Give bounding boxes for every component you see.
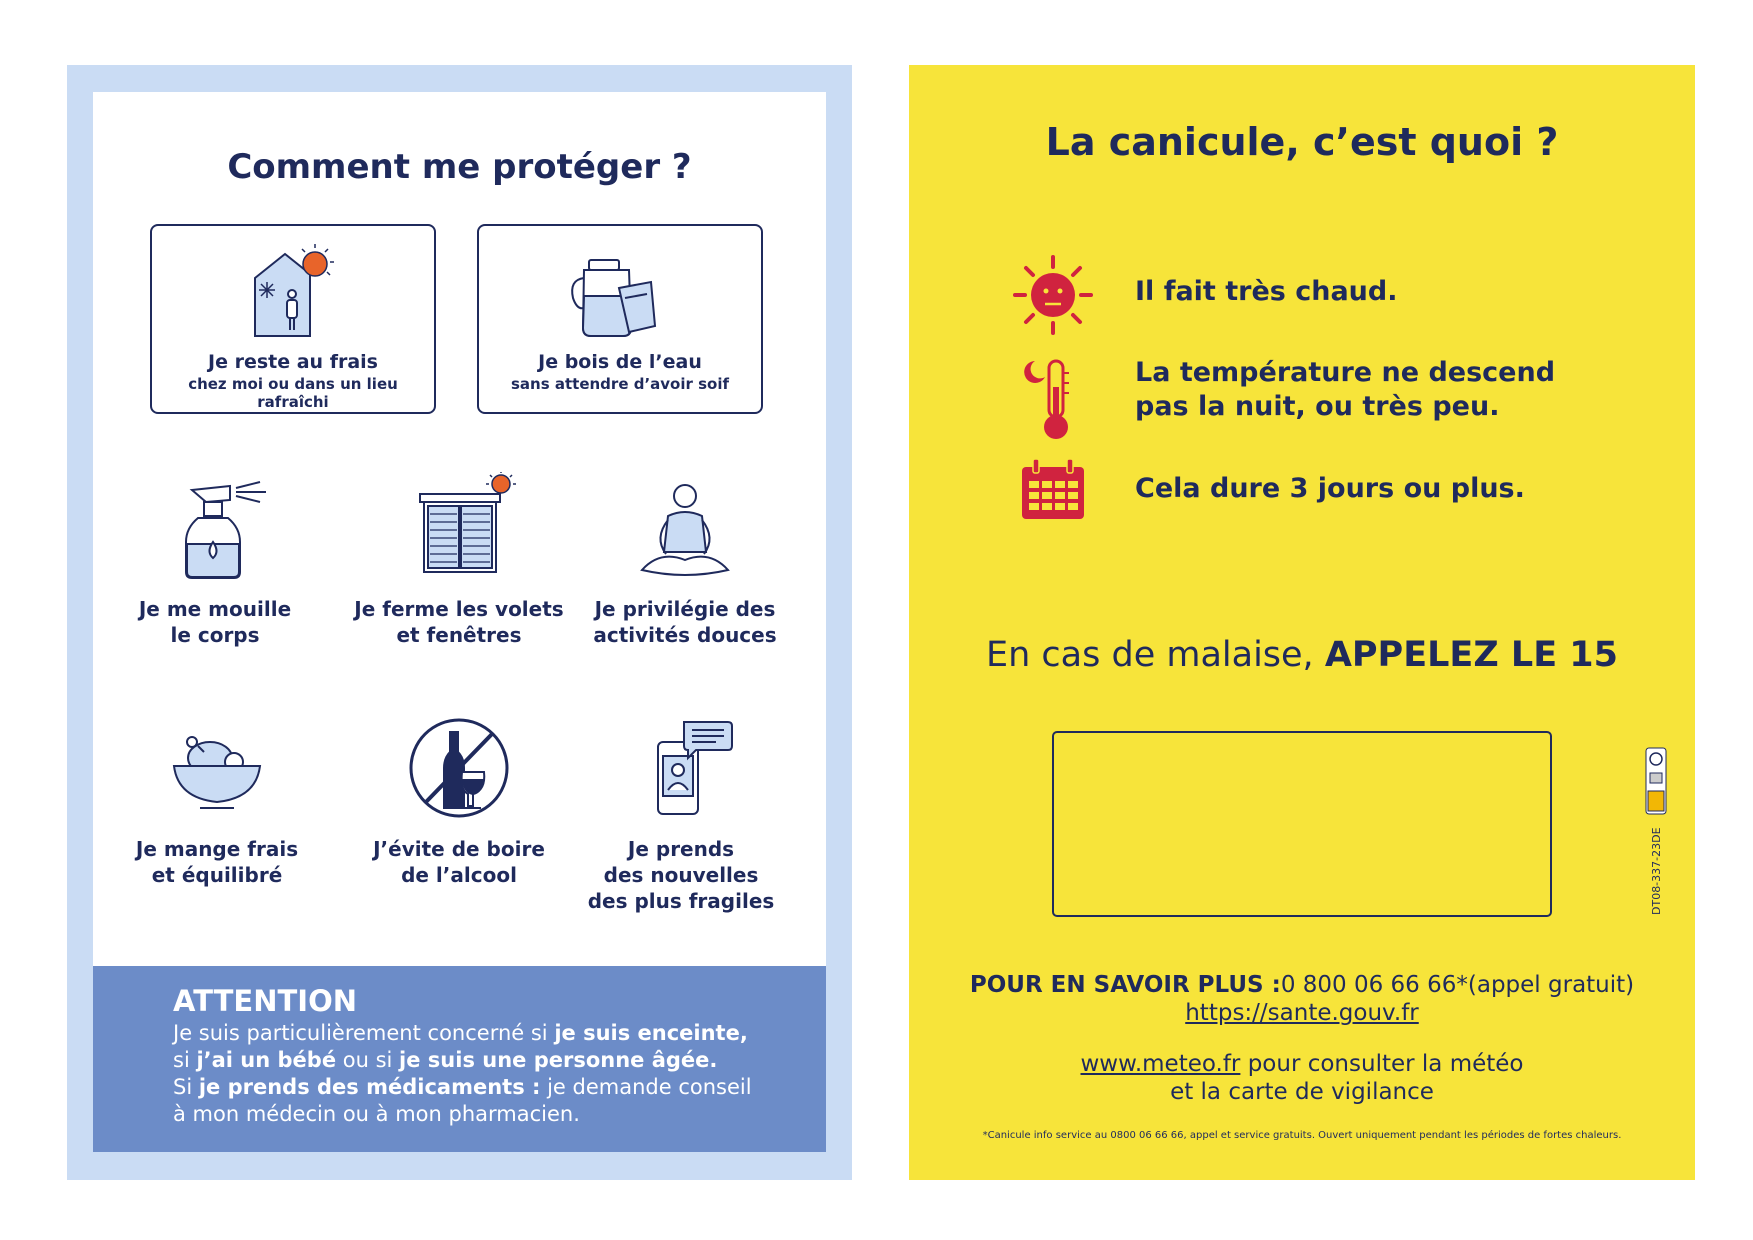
protection-content [93,92,826,1152]
tip-eat-fresh-line2: et équilibré [151,863,283,887]
meteo-line2 [909,1079,1695,1105]
attention-l1b: je suis enceinte, [554,1021,748,1045]
card-stay-cool [150,224,436,414]
sun-face-icon [1011,253,1095,337]
recycling-logos-icon [1645,747,1667,815]
info-phone-line [909,972,1695,998]
info-free: (appel gratuit) [1467,972,1635,998]
emergency-call-text [909,635,1695,675]
attention-l2c: ou si [336,1048,400,1072]
fact-three-days-line1: Cela dure 3 jours ou plus. [1135,473,1525,504]
meteo-line1 [909,1051,1695,1077]
footnote: *Canicule info service au 0800 06 66 66, appel et service gratuits. Ouvert uniquement pendant les périodes de fortes chaleurs. [982,1130,1622,1141]
attention-l2b: j’ai un bébé [196,1048,337,1072]
reference-code: DT08-337-23DE [1650,827,1663,915]
tip-close-shutters-line2: et fenêtres [396,623,522,647]
thermometer-moon-icon [1017,357,1087,447]
card-stay-cool-subtitle: chez moi ou dans un lieu rafraîchi [188,375,398,411]
attention-l2d: je suis une personne âgée. [399,1048,718,1072]
fact-very-hot-line1: Il fait très chaud. [1135,276,1398,307]
attention-l2a: si [173,1048,197,1072]
meteo-link[interactable]: www.meteo.fr [1080,1051,1241,1077]
tip-avoid-alcohol [344,712,574,888]
meditation-icon [570,472,800,584]
tip-check-on-fragile-line3: des plus fragiles [587,889,775,913]
phone-message-icon [566,712,796,824]
info-phone[interactable]: 0 800 06 66 66* [1280,972,1468,998]
house-snow-sun-icon [152,238,438,343]
attention-l3c: je demande conseil [540,1075,752,1099]
spray-bottle-icon [100,472,330,584]
info-label: POUR EN SAVOIR PLUS : [969,972,1281,998]
no-alcohol-icon [344,712,574,824]
tip-eat-fresh-line1: Je mange frais [135,837,299,861]
card-drink-water-subtitle: sans attendre d’avoir soif [510,375,730,393]
fact-no-night-drop-line1: La température ne descend [1135,357,1556,388]
heatwave-title: La canicule, c’est quoi ? [1045,120,1559,164]
fact-very-hot [1135,275,1398,309]
fact-three-days [1135,472,1525,506]
tip-gentle-activities-line1: Je privilégie des [594,597,776,621]
attention-l3a: Si [173,1075,199,1099]
sante-link[interactable]: https://sante.gouv.fr [1185,1000,1419,1026]
tip-gentle-activities-line2: activités douces [593,623,777,647]
attention-l1a: Je suis particulièrement concerné si [173,1021,555,1045]
attention-l3b: je prends des médicaments : [198,1075,541,1099]
tip-check-on-fragile-line1: Je prends [627,837,735,861]
protection-panel [67,65,852,1180]
protection-title: Comment me protéger ? [227,147,692,187]
attention-title: ATTENTION [173,984,357,1018]
tip-wet-body-line2: le corps [170,623,260,647]
tip-check-on-fragile-line2: des nouvelles [603,863,759,887]
calendar-icon [1019,457,1087,523]
tip-close-shutters-line1: Je ferme les volets [354,597,564,621]
meteo-text2: et la carte de vigilance [1170,1079,1434,1105]
tip-gentle-activities [570,472,800,648]
card-drink-water-title: Je bois de l’eau [538,351,702,373]
local-info-box [1052,731,1552,917]
meteo-text1: pour consulter la météo [1240,1051,1524,1077]
tip-check-on-fragile [566,712,796,914]
attention-box [93,966,826,1152]
tip-wet-body-line1: Je me mouille [138,597,292,621]
attention-body [173,1020,793,1128]
attention-l4: à mon médecin ou à mon pharmacien. [173,1102,580,1126]
tip-wet-body [100,472,330,648]
info-url-line [909,1000,1695,1026]
food-bowl-icon [102,712,332,824]
water-pitcher-glass-icon [479,238,765,343]
tip-avoid-alcohol-line1: J’évite de boire [373,837,545,861]
malaise-prefix: En cas de malaise, [986,635,1325,675]
fact-no-night-drop-line2: pas la nuit, ou très peu. [1135,391,1500,422]
card-drink-water [477,224,763,414]
malaise-call: APPELEZ LE 15 [1324,635,1618,675]
fact-no-night-drop [1135,356,1555,424]
tip-avoid-alcohol-line2: de l’alcool [401,863,517,887]
heatwave-panel [909,65,1695,1180]
card-stay-cool-title: Je reste au frais [208,351,378,373]
tip-close-shutters [344,472,574,648]
shutters-icon [344,472,574,584]
tip-eat-fresh [102,712,332,888]
